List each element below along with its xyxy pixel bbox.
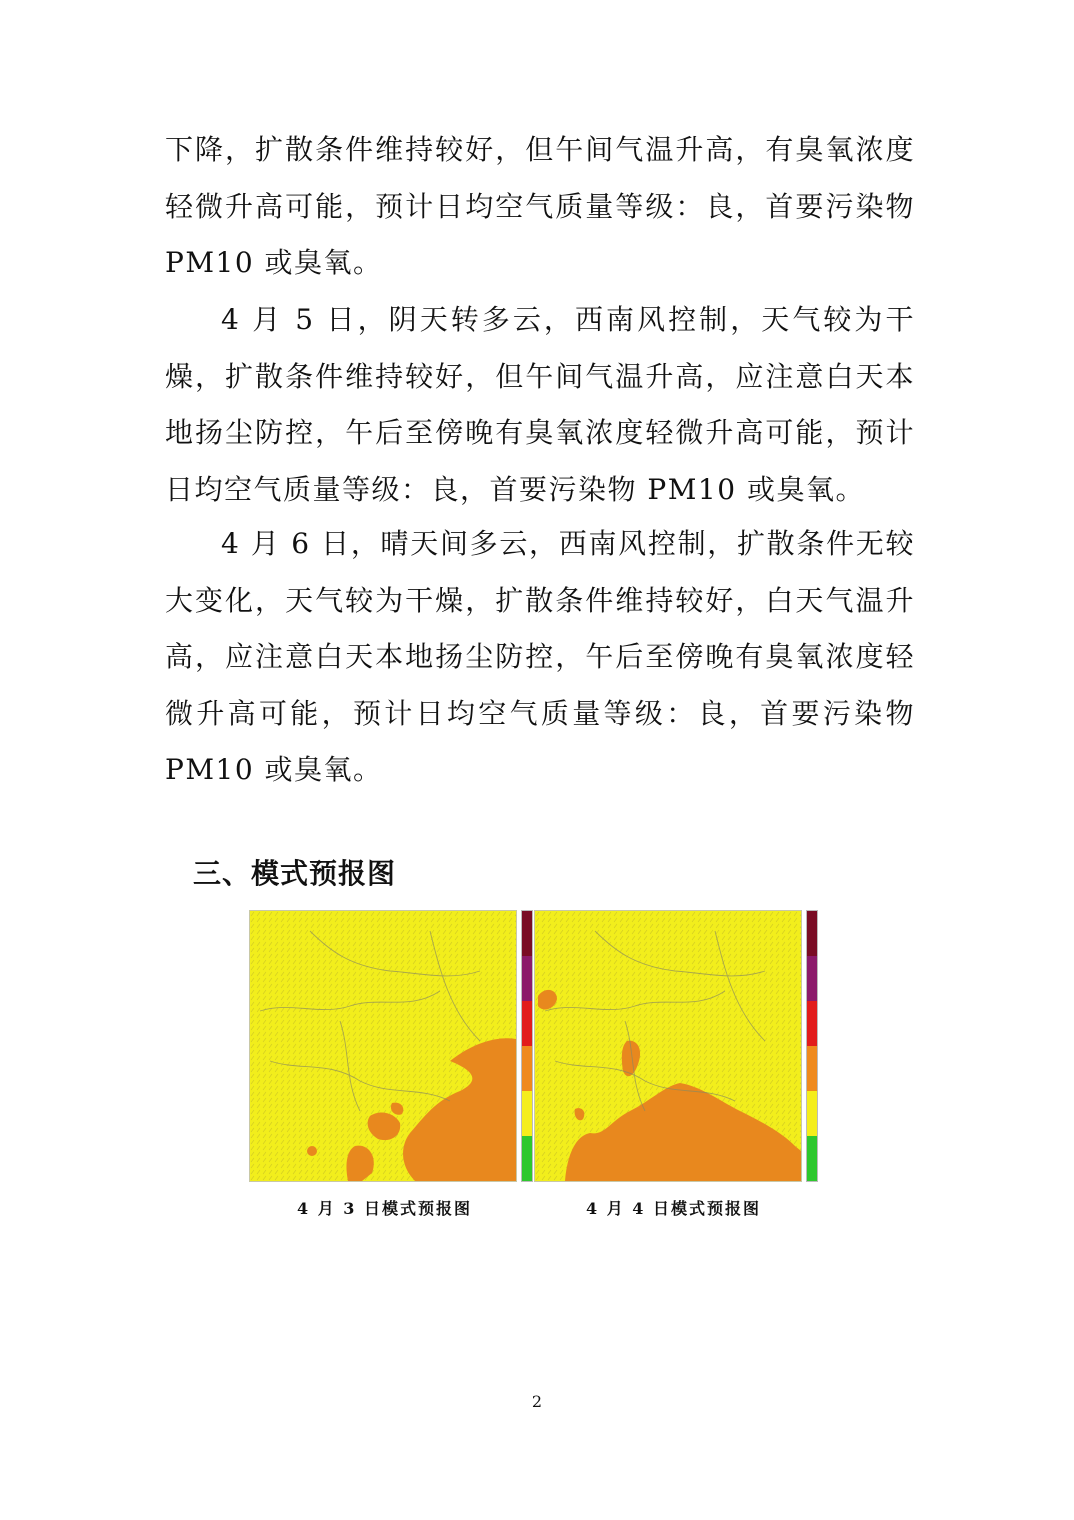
color-legend-2: [806, 910, 818, 1182]
figure-caption-2: 4 月 4 日模式预报图: [586, 1199, 761, 1218]
section-heading: 三、模式预报图: [193, 857, 397, 890]
color-legend-1: [521, 910, 533, 1182]
forecast-map-apr-4: [534, 910, 802, 1182]
paragraph-3: 4 月 6 日，晴天间多云，西南风控制，扩散条件无较大变化，天气较为干燥，扩散条件维持较好，白天气温升高，应注意白天本地扬尘防控，午后至傍晚有臭氧浓度轻微升高可能，预计日均空气质量等级：良，首要污染物 PM10 或臭氧。: [165, 527, 915, 786]
figure-caption-1: 4 月 3 日模式预报图: [297, 1199, 472, 1218]
paragraph-2: 4 月 5 日，阴天转多云，西南风控制，天气较为干燥，扩散条件维持较好，但午间气温升高，应注意白天本地扬尘防控，午后至傍晚有臭氧浓度轻微升高可能，预计日均空气质量等级：良，首要污染物 PM10 或臭氧。: [165, 303, 915, 506]
page-number: 2: [531, 1392, 543, 1411]
forecast-map-apr-3: [249, 910, 517, 1182]
paragraph-1: 下降，扩散条件维持较好，但午间气温升高，有臭氧浓度轻微升高可能，预计日均空气质量等级：良，首要污染物 PM10 或臭氧。: [165, 133, 915, 279]
